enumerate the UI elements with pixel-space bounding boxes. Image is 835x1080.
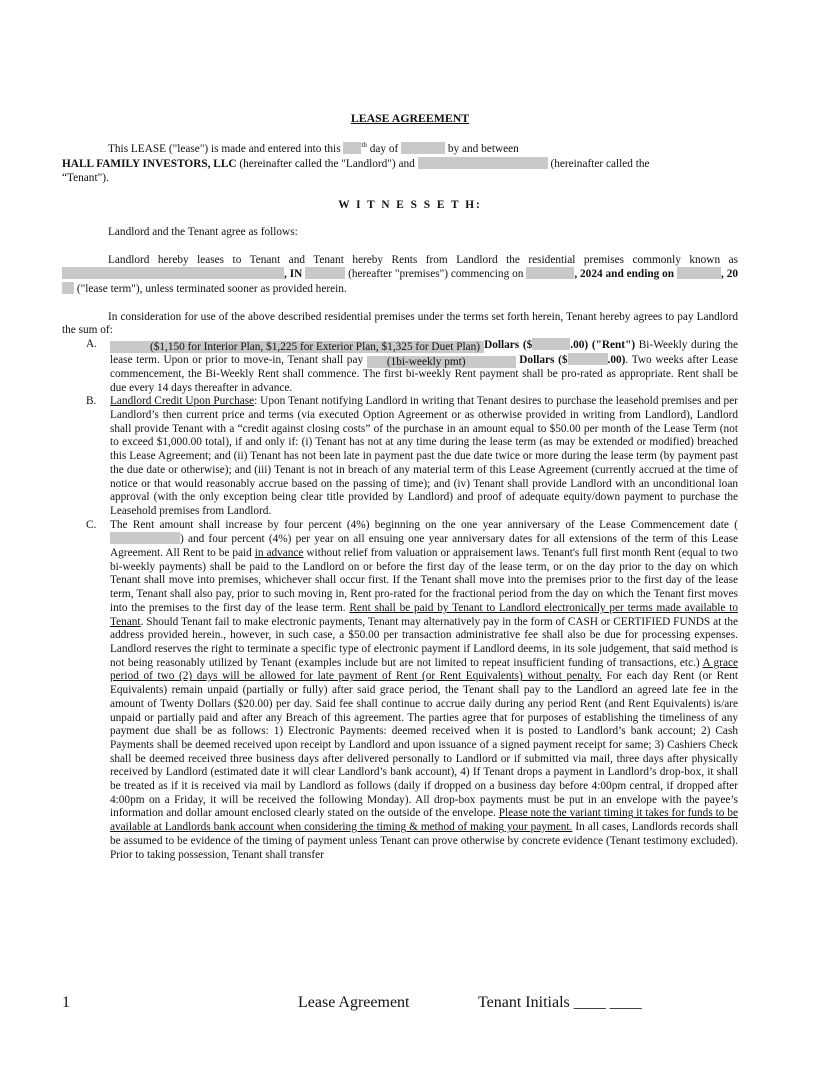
item-b-label: B. [86,395,97,408]
move-in-payment-field[interactable] [367,356,516,368]
item-a-text-1: Bi-Weekly during the lease term. Upon or prior to move-in, Tenant shall pay [110,338,738,366]
agree-paragraph: Landlord and the Tenant agree as follows: [108,226,298,239]
day-field[interactable] [343,142,361,154]
electronic-payment-clause: Rent shall be paid by Tenant to Landlord electronically per terms made available to Tenant [110,601,738,628]
end-year: , 20 [720,268,738,281]
premises-text-4: ("lease term"), unless terminated sooner as provided herein. [74,283,347,296]
zip-field[interactable] [305,267,345,279]
page-number: 1 [62,994,70,1011]
state-in: , IN [284,268,303,281]
dollars-label: Dollars ($ [484,338,533,351]
premises-text-2: (hereafter "premises") commencing on [348,268,524,281]
premises-paragraph [62,254,738,297]
intro-text-4: (hereinafter called the "Landlord") and [236,157,415,170]
dollars-end: .00) [570,338,589,351]
item-c-label: C. [86,518,97,531]
month-field[interactable] [401,142,445,154]
grace-period-clause: A grace period of two (2) days will be allowed for late payment of Rent (or Rent Equivalents) without penalty. [110,656,738,683]
page-title: LEASE AGREEMENT [350,111,470,125]
item-b-heading: Landlord Credit Upon Purchase [110,395,255,408]
end-year-field[interactable] [62,282,74,294]
item-c-text-2: ) and four percent (4%) per year on all ensuing one year anniversary dates for all extensions of the term of this Lease Agreement. All Rent to be paid [110,533,738,560]
start-date-field[interactable] [526,267,574,279]
item-c [62,519,738,863]
item-c-text-6: In all cases, Landlords records shall be assumed to be evidence of the timing of payment unless Tenant can prove otherwise by concrete evidence (Tenant testimony excluded). Prior to taking possession, Tenant shall transfer [110,821,738,861]
intro-text-1: This LEASE ("lease") is made and entered into this [108,143,341,156]
intro-text-5: (hereinafter called the [547,157,650,170]
item-a-text-2: . Two weeks after Lease commencement, the Bi-Weekly Rent shall commence. The first bi-weekly Rent payment shall be pro-rated as appropriate. Rent shall be due every 14 days thereafter in advance. [110,353,738,394]
item-a [62,338,738,395]
intro-text-3: by and between [445,143,519,156]
item-a-label: A. [86,337,97,350]
item-b [62,395,738,518]
rent-amount-field[interactable] [532,338,570,350]
address-field[interactable] [62,267,284,279]
start-year: , 2024 [574,268,603,281]
witnesseth-heading: W I T N E S S E T H: [338,198,482,211]
consideration-paragraph: In consideration for use of the above described residential premises under the terms set forth herein, Tenant hereby agrees to pay Landlord the sum of: [62,310,738,337]
move-in-amount-field[interactable] [568,353,608,365]
end-date-field[interactable] [677,267,721,279]
item-c-text-4: . Should Tenant fail to make electronic payments, Tenant may alternatively pay in the form of CASH or CERTIFIED FUNDS at the address provided herein., however, in such case, a $50.00 per transaction administrative fee shall also be due for processing expenses. Landlord reserves the right to terminate a specific type of electronic payment if Landlord deems, in its sole judgement, that said method is not being reasonably utilized by Tenant (examples include but are not limited to repeat insufficient funding of transactions, etc.) [110,615,738,669]
rent-label: ("Rent") [591,338,636,351]
footer-title: Lease Agreement [298,994,410,1011]
dollars-end-2: .00) [607,353,626,366]
lease-page [62,112,738,862]
intro-paragraph [62,139,738,156]
tenant-name-field[interactable] [418,157,548,169]
tenant-initials: Tenant Initials ____ ____ [478,994,642,1011]
variant-timing-clause: Please note the variant timing it takes for funds to be available at Landlords bank account when considering the timing & method of making your payment. [110,807,738,834]
intro-text-2: day of [366,143,399,156]
in-advance: in advance [254,547,304,560]
rent-plans-text: ($1,150 for Interior Plan, $1,225 for Exterior Plan, $1,325 for Duet Plan) [150,340,481,353]
day-suffix: th [361,141,367,150]
landlord-name: HALL FAMILY INVESTORS, LLC [62,157,237,170]
tenant-line: “Tenant"). [62,171,109,184]
premises-text-3: and ending on [602,268,675,281]
dollars-label-2: Dollars ($ [519,353,568,366]
premises-text-1: Landlord hereby leases to Tenant and Tenant hereby Rents from Landlord the residential premises commonly known as [108,253,738,266]
item-c-text-5: For each day Rent (or Rent Equivalents) remain unpaid (partially or fully) after said grace period, the Tenant shall pay to the Landlord an agreed late fee in the amount of Twenty Dollars ($20.00) per day. Said fee shall continue to accrue daily during any period Rent (and Rent Equivalents) is/are unpaid or partially paid and after any Breach of this agreement. The parties agree that for purposes of establishing the timeliness of any payment due shall be as follows: 1) Electronic Payments: deemed received when it is posted to Landlord’s bank account; 2) Cash Payments shall be deemed received upon receipt by Landlord and upon issuance of a signed payment receipt for same; 3) Cashiers Check shall be deemed received three business days after delivered personally to Landlord or if submitted via mail, three days after physically received by Landlord (estimated date it will clear Landlord’s bank account), 4) If Tenant drops a payment in Landlord’s drop-box, it shall be treated as if it is received via mail by Landlord as follows (daily if dropped on a business day before 4:00pm central, if dropped after 4:00pm on a Friday, it will be received the following Monday). All drop-box payments must be put in an envelope with the payee’s information and dollar amount enclosed clearly stated on the outside of the envelope. [110,670,738,820]
move-in-payment-text: (1bi-weekly pmt) [386,355,466,368]
rent-plans-field[interactable] [110,341,484,353]
item-c-text-1: The Rent amount shall increase by four percent (4%) beginning on the one year anniversary of the Lease Commencement date ( [110,518,738,531]
item-b-text: : Upon Tenant notifying Landlord in writing that Tenant desires to purchase the leasehold premises and per Landlord’s then current price and terms (via executed Option Agreement or as otherwise provided in writing from Landlord), Landlord shall provide Tenant with a “credit against closing costs” of the purchase in an amount equal to $50.00 per month of the Lease Term (not to exceed $1,000.00 total), if and only if: (i) Tenant has not at any time during the lease term (as may be extended or modified) breached this Lease Agreement; and (ii) Tenant has not been late in payment past the due date twice or more during the lease term (by payment past the due date or otherwise); and (iii) Tenant is not in breach of any material term of this Lease Agreement (currently accrued at the time of notice or that would reasonably accrue based on the passing of time); and (iv) Tenant shall provide Landlord with an unconditional loan approval (with the only exception being clear title provided by Landlord) and proof of adequate equity/down payment to purchase the Leasehold premises from Landlord. [110,395,738,517]
item-c-text-3: without relief from valuation or appraisement laws. Tenant's full first month Rent (equal to two bi-weekly payments) shall be paid to the Landlord on or before the first day of the lease term, or on the day prior to the day on which Tenant shall move into premises, whichever shall occur first. If the Tenant shall move into the premises prior to the first day of the lease term, Tenant shall also pay, prior to such moving in, Rent pro-rated for the fractional period from the day on which the Tenant first moves into the premises to the first day of the lease term. [110,547,738,614]
commencement-date-field[interactable] [110,532,180,544]
parties-line [62,157,738,172]
